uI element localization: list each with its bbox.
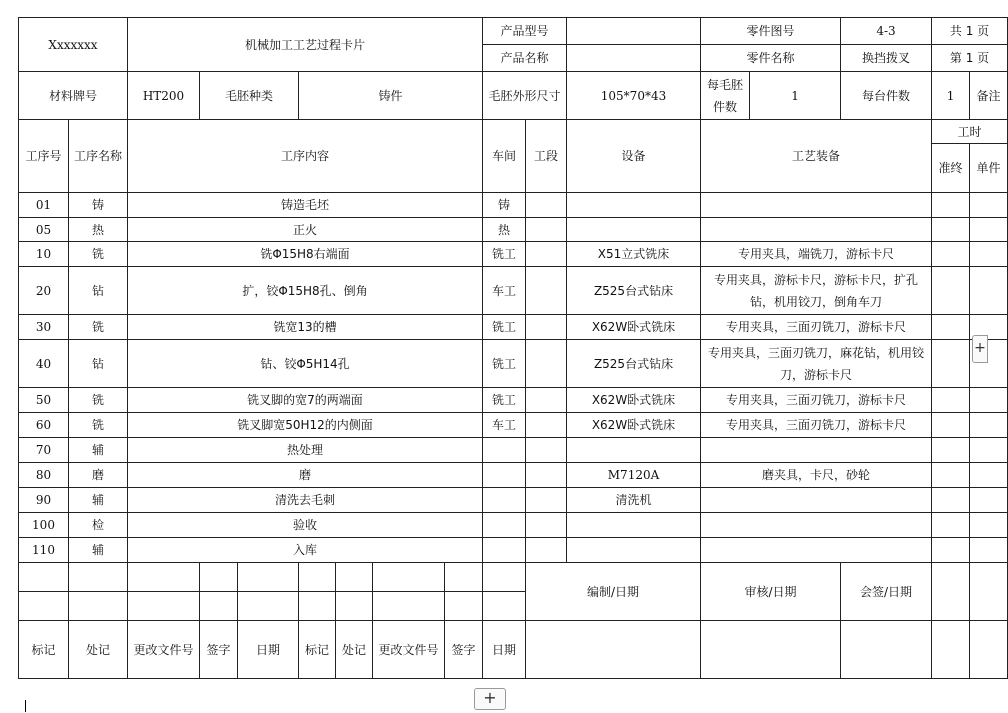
- op-equipment: Z525台式钻床: [567, 340, 701, 388]
- compiled-sign-cell[interactable]: [526, 621, 701, 679]
- op-content: 清洗去毛刺: [128, 488, 483, 513]
- op-name: 辅: [69, 538, 128, 563]
- op-unit-time: [970, 513, 1008, 538]
- revision-cell[interactable]: [200, 563, 238, 592]
- op-prep-time: [932, 488, 970, 513]
- company-name: Xxxxxxx: [19, 18, 128, 72]
- op-no: 100: [19, 513, 69, 538]
- process-card-table: [18, 17, 1008, 679]
- blank-type-value[interactable]: 铸件: [299, 72, 483, 120]
- revision-cell[interactable]: [69, 592, 128, 621]
- op-workshop: 热: [483, 218, 526, 242]
- page-number: 第 1 页: [932, 45, 1008, 72]
- op-section: [526, 538, 567, 563]
- op-prep-time: [932, 438, 970, 463]
- op-unit-time: [970, 242, 1008, 267]
- signature-blank[interactable]: [970, 563, 1008, 621]
- op-section: [526, 513, 567, 538]
- col-prep-time: 准终: [932, 144, 970, 193]
- product-model-value[interactable]: [567, 18, 701, 45]
- op-content: 正火: [128, 218, 483, 242]
- op-equipment: [567, 193, 701, 218]
- change-doc-no-label: 更改文件号: [128, 621, 200, 679]
- op-workshop: [483, 463, 526, 488]
- revision-cell[interactable]: [445, 592, 483, 621]
- op-section: [526, 340, 567, 388]
- table-row: [19, 242, 1008, 267]
- op-prep-time: [932, 388, 970, 413]
- op-prep-time: [932, 218, 970, 242]
- op-prep-time: [932, 513, 970, 538]
- op-equipment: [567, 438, 701, 463]
- blank-size-label: 毛胚外形尺寸: [483, 72, 567, 120]
- table-row: [19, 218, 1008, 242]
- revision-cell[interactable]: [336, 592, 373, 621]
- compiled-date-label: 编制/日期: [526, 563, 701, 621]
- op-unit-time: [970, 463, 1008, 488]
- table-row: [19, 538, 1008, 563]
- change-doc-no-label: 更改文件号: [373, 621, 445, 679]
- revision-cell[interactable]: [238, 592, 299, 621]
- op-prep-time: [932, 267, 970, 315]
- op-tooling: [701, 513, 932, 538]
- op-name: 检: [69, 513, 128, 538]
- revision-cell[interactable]: [373, 563, 445, 592]
- remark-label: 备注: [970, 72, 1008, 120]
- op-section: [526, 388, 567, 413]
- op-no: 90: [19, 488, 69, 513]
- table-row: [19, 267, 1008, 315]
- op-tooling: 专用夹具，三面刃铣刀，游标卡尺: [701, 413, 932, 438]
- op-unit-time: [970, 438, 1008, 463]
- op-content: 铣宽13的槽: [128, 315, 483, 340]
- table-row: [19, 340, 1008, 388]
- op-prep-time: [932, 538, 970, 563]
- op-prep-time: [932, 463, 970, 488]
- revision-cell[interactable]: [299, 563, 336, 592]
- op-workshop: [483, 488, 526, 513]
- op-section: [526, 315, 567, 340]
- blank-type-label: 毛胚种类: [200, 72, 299, 120]
- op-equipment: X51立式铣床: [567, 242, 701, 267]
- op-content: 入库: [128, 538, 483, 563]
- op-no: 80: [19, 463, 69, 488]
- product-name-label: 产品名称: [483, 45, 567, 72]
- op-unit-time: [970, 193, 1008, 218]
- sign-label: 签字: [200, 621, 238, 679]
- op-unit-time: [970, 488, 1008, 513]
- revision-cell[interactable]: [19, 592, 69, 621]
- op-section: [526, 193, 567, 218]
- part-name-label: 零件名称: [701, 45, 841, 72]
- process-card-sheet: [18, 17, 1001, 680]
- op-tooling: 专用夹具，游标卡尺，游标卡尺，扩孔钻，机用铰刀，倒角车刀: [701, 267, 932, 315]
- text-cursor: [25, 700, 26, 712]
- per-unit-label: 每台件数: [841, 72, 932, 120]
- product-model-label: 产品型号: [483, 18, 567, 45]
- op-section: [526, 242, 567, 267]
- op-workshop: 车工: [483, 413, 526, 438]
- countersigned-date-label: 会签/日期: [841, 563, 932, 621]
- sign-label: 签字: [445, 621, 483, 679]
- op-no: 30: [19, 315, 69, 340]
- op-equipment: X62W卧式铣床: [567, 388, 701, 413]
- op-no: 50: [19, 388, 69, 413]
- part-drawing-value[interactable]: 4-3: [841, 18, 932, 45]
- col-op-name: 工序名称: [69, 120, 128, 193]
- revision-cell[interactable]: [238, 563, 299, 592]
- revision-cell[interactable]: [299, 592, 336, 621]
- per-blank-value[interactable]: 1: [750, 72, 841, 120]
- add-column-button[interactable]: +: [972, 335, 988, 363]
- op-section: [526, 488, 567, 513]
- col-unit-time: 单件: [970, 144, 1008, 193]
- revision-cell[interactable]: [128, 563, 200, 592]
- op-prep-time: [932, 193, 970, 218]
- op-name: 钻: [69, 267, 128, 315]
- op-tooling: 磨夹具，卡尺，砂轮: [701, 463, 932, 488]
- op-workshop: [483, 438, 526, 463]
- op-prep-time: [932, 340, 970, 388]
- op-workshop: 铣工: [483, 340, 526, 388]
- op-no: 110: [19, 538, 69, 563]
- add-row-button[interactable]: +: [474, 688, 506, 710]
- op-prep-time: [932, 315, 970, 340]
- op-tooling: 专用夹具，三面刃铣刀，麻花钻，机用铰刀，游标卡尺: [701, 340, 932, 388]
- op-workshop: 铣工: [483, 242, 526, 267]
- op-tooling: 专用夹具，三面刃铣刀，游标卡尺: [701, 315, 932, 340]
- op-workshop: [483, 513, 526, 538]
- op-tooling: [701, 218, 932, 242]
- blank-size-value[interactable]: 105*70*43: [567, 72, 701, 120]
- mark-label: 标记: [19, 621, 69, 679]
- op-equipment: Z525台式钻床: [567, 267, 701, 315]
- material-grade-label: 材料牌号: [19, 72, 128, 120]
- op-prep-time: [932, 242, 970, 267]
- op-tooling: [701, 488, 932, 513]
- op-equipment: X62W卧式铣床: [567, 413, 701, 438]
- op-content: 扩，铰Φ15H8孔、倒角: [128, 267, 483, 315]
- reviewed-date-label: 审核/日期: [701, 563, 841, 621]
- op-section: [526, 267, 567, 315]
- revision-cell[interactable]: [373, 592, 445, 621]
- table-row: [19, 315, 1008, 340]
- op-unit-time: [970, 388, 1008, 413]
- per-unit-value[interactable]: 1: [932, 72, 970, 120]
- op-workshop: 铣工: [483, 388, 526, 413]
- signature-blank[interactable]: [970, 621, 1008, 679]
- op-name: 辅: [69, 488, 128, 513]
- part-drawing-label: 零件图号: [701, 18, 841, 45]
- op-tooling: 专用夹具，端铣刀，游标卡尺: [701, 242, 932, 267]
- op-workshop: 铸: [483, 193, 526, 218]
- col-man-hours: 工时: [932, 120, 1008, 144]
- mark-label: 标记: [299, 621, 336, 679]
- card-title: 机械加工工艺过程卡片: [128, 18, 483, 72]
- op-equipment: X62W卧式铣床: [567, 315, 701, 340]
- col-section: 工段: [526, 120, 567, 193]
- op-name: 铣: [69, 242, 128, 267]
- table-row: [19, 463, 1008, 488]
- op-tooling: [701, 538, 932, 563]
- revision-cell[interactable]: [69, 563, 128, 592]
- op-name: 钻: [69, 340, 128, 388]
- per-blank-label: 每毛胚件数: [701, 72, 750, 120]
- revision-cell[interactable]: [483, 563, 526, 592]
- op-no: 70: [19, 438, 69, 463]
- op-name: 铣: [69, 413, 128, 438]
- op-name: 铸: [69, 193, 128, 218]
- date-label: 日期: [483, 621, 526, 679]
- op-equipment: [567, 513, 701, 538]
- op-no: 20: [19, 267, 69, 315]
- place-label: 处记: [336, 621, 373, 679]
- reviewed-sign-cell[interactable]: [701, 621, 841, 679]
- op-unit-time: [970, 267, 1008, 315]
- op-section: [526, 218, 567, 242]
- table-row: [19, 388, 1008, 413]
- col-op-no: 工序号: [19, 120, 69, 193]
- op-equipment: 清洗机: [567, 488, 701, 513]
- op-content: 铣叉脚的宽7的两端面: [128, 388, 483, 413]
- table-row: [19, 193, 1008, 218]
- op-name: 铣: [69, 315, 128, 340]
- signature-blank[interactable]: [932, 621, 970, 679]
- revision-cell[interactable]: [128, 592, 200, 621]
- col-workshop: 车间: [483, 120, 526, 193]
- op-section: [526, 438, 567, 463]
- op-no: 01: [19, 193, 69, 218]
- op-workshop: [483, 538, 526, 563]
- op-content: 磨: [128, 463, 483, 488]
- revision-cell[interactable]: [336, 563, 373, 592]
- material-grade-value[interactable]: HT200: [128, 72, 200, 120]
- op-unit-time: [970, 538, 1008, 563]
- part-name-value[interactable]: 换挡拨叉: [841, 45, 932, 72]
- op-workshop: 铣工: [483, 315, 526, 340]
- op-workshop: 车工: [483, 267, 526, 315]
- op-unit-time: [970, 218, 1008, 242]
- revision-cell[interactable]: [445, 563, 483, 592]
- op-prep-time: [932, 413, 970, 438]
- signature-blank[interactable]: [932, 563, 970, 621]
- col-tooling: 工艺装备: [701, 120, 932, 193]
- op-tooling: 专用夹具，三面刃铣刀，游标卡尺: [701, 388, 932, 413]
- revision-cell[interactable]: [19, 563, 69, 592]
- op-tooling: [701, 438, 932, 463]
- op-no: 05: [19, 218, 69, 242]
- countersigned-sign-cell[interactable]: [841, 621, 932, 679]
- op-no: 10: [19, 242, 69, 267]
- table-row: [19, 513, 1008, 538]
- op-name: 热: [69, 218, 128, 242]
- op-name: 磨: [69, 463, 128, 488]
- col-content: 工序内容: [128, 120, 483, 193]
- op-equipment: [567, 218, 701, 242]
- op-no: 60: [19, 413, 69, 438]
- revision-cell[interactable]: [200, 592, 238, 621]
- op-name: 铣: [69, 388, 128, 413]
- product-name-value[interactable]: [567, 45, 701, 72]
- op-section: [526, 463, 567, 488]
- revision-cell[interactable]: [483, 592, 526, 621]
- op-equipment: M7120A: [567, 463, 701, 488]
- op-content: 验收: [128, 513, 483, 538]
- op-content: 热处理: [128, 438, 483, 463]
- op-content: 铣Φ15H8右端面: [128, 242, 483, 267]
- op-content: 铸造毛坯: [128, 193, 483, 218]
- op-equipment: [567, 538, 701, 563]
- op-section: [526, 413, 567, 438]
- table-row: [19, 488, 1008, 513]
- op-content: 铣叉脚宽50H12的内侧面: [128, 413, 483, 438]
- op-name: 辅: [69, 438, 128, 463]
- date-label: 日期: [238, 621, 299, 679]
- col-equipment: 设备: [567, 120, 701, 193]
- place-label: 处记: [69, 621, 128, 679]
- table-row: [19, 438, 1008, 463]
- table-row: [19, 413, 1008, 438]
- op-no: 40: [19, 340, 69, 388]
- op-unit-time: [970, 413, 1008, 438]
- total-pages: 共 1 页: [932, 18, 1008, 45]
- op-tooling: [701, 193, 932, 218]
- op-content: 钻、铰Φ5H14孔: [128, 340, 483, 388]
